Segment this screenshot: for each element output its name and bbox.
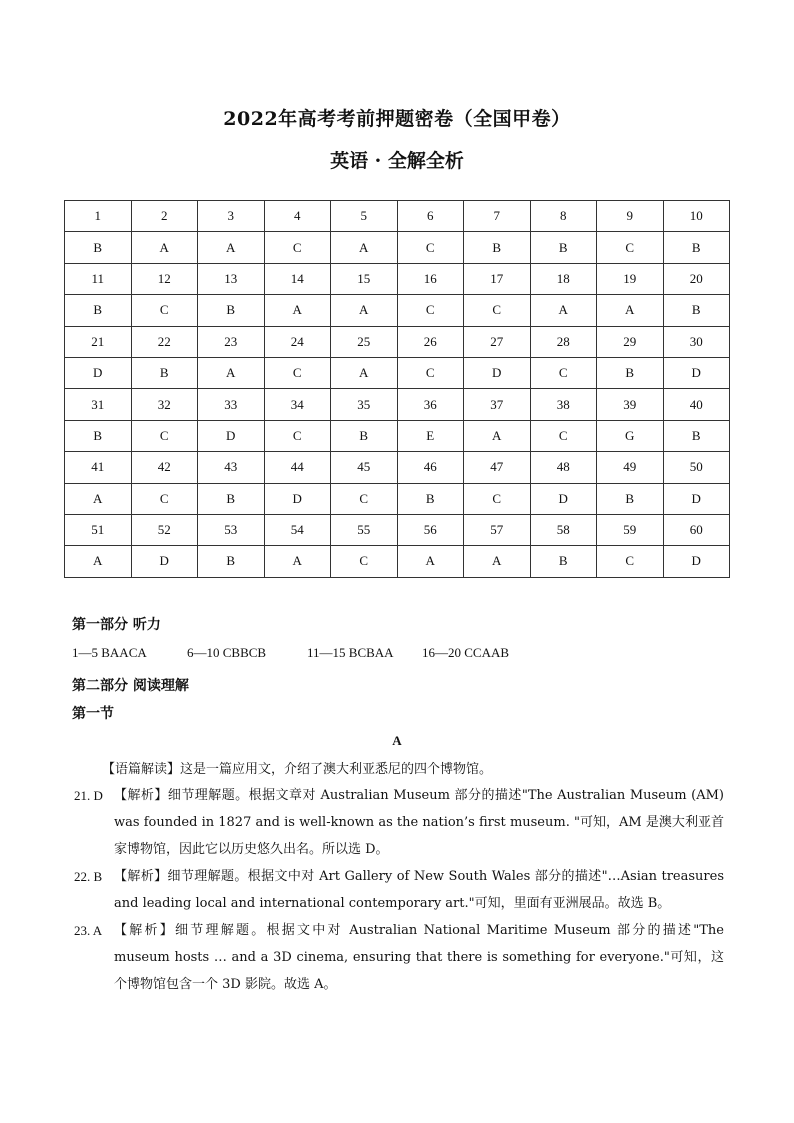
answer-cell: B (397, 483, 464, 514)
question-number-cell: 59 (597, 514, 664, 545)
answer-row (65, 546, 730, 577)
answer-cell: C (464, 295, 531, 326)
question-number-cell: 45 (331, 452, 398, 483)
answer-cell: D (464, 357, 531, 388)
question-number-cell: 13 (198, 263, 265, 294)
answer-cell: A (198, 232, 265, 263)
listening-group: 1—5 BAACA (72, 645, 147, 660)
answer-cell: A (264, 295, 331, 326)
answer-cell: A (530, 295, 597, 326)
document-subtitle: 英语 · 全解全析 (330, 150, 464, 172)
answer-cell: C (131, 483, 198, 514)
question-number-cell: 5 (331, 201, 398, 232)
question-explanation (74, 917, 724, 998)
answer-cell: D (198, 420, 265, 451)
question-number-cell: 57 (464, 514, 531, 545)
answer-row (65, 420, 730, 451)
question-number-cell: 58 (530, 514, 597, 545)
answer-cell: C (264, 420, 331, 451)
question-number-cell: 7 (464, 201, 531, 232)
question-number-cell: 52 (131, 514, 198, 545)
answer-cell: B (331, 420, 398, 451)
question-number-cell: 24 (264, 326, 331, 357)
question-number-cell: 56 (397, 514, 464, 545)
part1-heading: 第一部分 听力 (72, 617, 161, 633)
answer-row (65, 483, 730, 514)
document-title: 2022年高考考前押题密卷（全国甲卷） (223, 108, 571, 130)
question-text: 【解析】细节理解题。根据文章对 Australian Museum 部分的描述"The Australian Museum (AM) was founded in 1827 and is well-known as the nation’s first museum. "可知，AM 是澳大利亚首家博物馆，因此它以历史悠久出名。所以选 D。 (114, 788, 724, 857)
question-number-cell: 16 (397, 263, 464, 294)
answer-cell: A (198, 357, 265, 388)
question-number-row (65, 201, 730, 232)
question-number-cell: 4 (264, 201, 331, 232)
answer-cell: B (530, 546, 597, 577)
question-number-cell: 47 (464, 452, 531, 483)
question-explanation (74, 863, 724, 917)
answer-key-table (64, 200, 730, 578)
answer-cell: B (663, 420, 730, 451)
section-heading: 第一节 (72, 706, 114, 722)
question-number-cell: 46 (397, 452, 464, 483)
question-number-cell: 50 (663, 452, 730, 483)
answer-cell: E (397, 420, 464, 451)
question-text: 【解析】细节理解题。根据文中对 Australian National Maritime Museum 部分的描述"The museum hosts … and a 3D cinema, ensuring that there is something for everyone."可知，这个博物馆包含一个 3D 影院。故选 A。 (114, 923, 724, 992)
answer-cell: B (597, 483, 664, 514)
question-number-cell: 21 (65, 326, 132, 357)
answer-cell: C (131, 420, 198, 451)
question-number-cell: 35 (331, 389, 398, 420)
answer-cell: D (530, 483, 597, 514)
listening-group: 11—15 BCBAA (307, 645, 394, 660)
answer-cell: C (597, 546, 664, 577)
answer-cell: C (331, 546, 398, 577)
answer-cell: C (397, 295, 464, 326)
answer-cell: C (530, 357, 597, 388)
question-number-cell: 25 (331, 326, 398, 357)
question-number-cell: 60 (663, 514, 730, 545)
answer-cell: B (663, 232, 730, 263)
question-number: 21. D (74, 788, 103, 803)
question-number-cell: 55 (331, 514, 398, 545)
question-number-cell: 44 (264, 452, 331, 483)
question-number-cell: 32 (131, 389, 198, 420)
answer-cell: C (397, 357, 464, 388)
question-number-cell: 19 (597, 263, 664, 294)
question-number-cell: 6 (397, 201, 464, 232)
answer-cell: B (663, 295, 730, 326)
question-number-cell: 2 (131, 201, 198, 232)
answer-cell: A (464, 546, 531, 577)
answer-cell: B (198, 546, 265, 577)
question-number-cell: 1 (65, 201, 132, 232)
answer-cell: C (464, 483, 531, 514)
question-number: 22. B (74, 869, 103, 884)
question-number-cell: 40 (663, 389, 730, 420)
question-number-cell: 11 (65, 263, 132, 294)
answer-cell: B (65, 420, 132, 451)
question-number-cell: 37 (464, 389, 531, 420)
question-number-row (65, 452, 730, 483)
question-number-cell: 14 (264, 263, 331, 294)
question-number-cell: 30 (663, 326, 730, 357)
answer-cell: B (131, 357, 198, 388)
question-number-cell: 29 (597, 326, 664, 357)
question-number-cell: 38 (530, 389, 597, 420)
question-number-cell: 53 (198, 514, 265, 545)
answer-cell: D (663, 546, 730, 577)
passage-label: A (392, 733, 402, 748)
question-number-cell: 22 (131, 326, 198, 357)
listening-group: 16—20 CCAAB (422, 645, 510, 660)
answer-cell: B (65, 232, 132, 263)
answer-cell: C (264, 232, 331, 263)
question-number-cell: 27 (464, 326, 531, 357)
answer-cell: C (131, 295, 198, 326)
answer-cell: D (663, 483, 730, 514)
question-number-row (65, 389, 730, 420)
question-number-cell: 9 (597, 201, 664, 232)
question-number-cell: 17 (464, 263, 531, 294)
answer-cell: A (331, 232, 398, 263)
question-number-cell: 36 (397, 389, 464, 420)
answer-cell: B (198, 295, 265, 326)
answer-cell: B (198, 483, 265, 514)
answer-cell: C (530, 420, 597, 451)
question-number: 23. A (74, 923, 103, 938)
question-number-cell: 12 (131, 263, 198, 294)
answer-cell: A (65, 546, 132, 577)
answer-cell: A (65, 483, 132, 514)
question-number-cell: 18 (530, 263, 597, 294)
answer-cell: A (131, 232, 198, 263)
answer-cell: A (464, 420, 531, 451)
answer-row (65, 232, 730, 263)
question-number-cell: 23 (198, 326, 265, 357)
answer-cell: C (331, 483, 398, 514)
answer-cell: D (131, 546, 198, 577)
part2-heading: 第二部分 阅读理解 (72, 678, 189, 694)
answer-cell: D (663, 357, 730, 388)
question-number-cell: 28 (530, 326, 597, 357)
answer-cell: B (65, 295, 132, 326)
question-explanation (74, 782, 724, 863)
question-number-cell: 54 (264, 514, 331, 545)
listening-group: 6—10 CBBCB (187, 645, 267, 660)
answer-cell: C (597, 232, 664, 263)
question-number-cell: 15 (331, 263, 398, 294)
question-number-row (65, 514, 730, 545)
answer-cell: A (397, 546, 464, 577)
answer-cell: B (464, 232, 531, 263)
question-number-cell: 34 (264, 389, 331, 420)
question-number-cell: 48 (530, 452, 597, 483)
question-number-cell: 51 (65, 514, 132, 545)
answer-cell: D (65, 357, 132, 388)
question-number-cell: 42 (131, 452, 198, 483)
answer-row (65, 357, 730, 388)
question-number-cell: 49 (597, 452, 664, 483)
question-number-cell: 41 (65, 452, 132, 483)
answer-cell: A (264, 546, 331, 577)
answer-cell: A (331, 357, 398, 388)
passage-intro: 【语篇解读】这是一篇应用文，介绍了澳大利亚悉尼的四个博物馆。 (102, 762, 493, 777)
answer-cell: B (530, 232, 597, 263)
question-number-cell: 8 (530, 201, 597, 232)
answer-cell: B (597, 357, 664, 388)
question-number-cell: 20 (663, 263, 730, 294)
answer-cell: C (397, 232, 464, 263)
question-number-cell: 26 (397, 326, 464, 357)
question-number-cell: 3 (198, 201, 265, 232)
question-text: 【解析】细节理解题。根据文中对 Art Gallery of New South Wales 部分的描述"…Asian treasures and leading local and international contemporary art."可知，里面有亚洲展品。故选 B。 (114, 869, 724, 911)
question-number-cell: 31 (65, 389, 132, 420)
question-number-cell: 43 (198, 452, 265, 483)
question-number-cell: 33 (198, 389, 265, 420)
question-number-row (65, 263, 730, 294)
answer-cell: A (331, 295, 398, 326)
answer-cell: D (264, 483, 331, 514)
answer-row (65, 295, 730, 326)
answer-cell: A (597, 295, 664, 326)
answer-cell: G (597, 420, 664, 451)
question-number-row (65, 326, 730, 357)
question-number-cell: 39 (597, 389, 664, 420)
answer-cell: C (264, 357, 331, 388)
question-number-cell: 10 (663, 201, 730, 232)
